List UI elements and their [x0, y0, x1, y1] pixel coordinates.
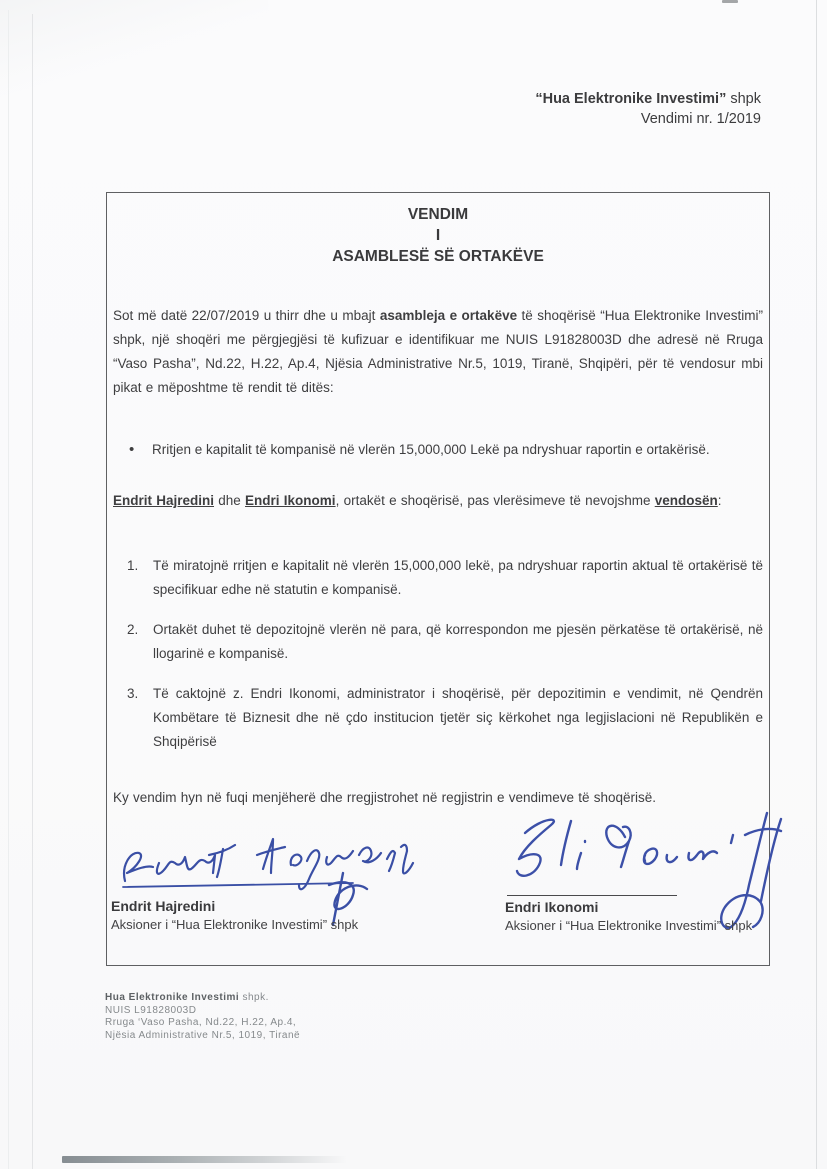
scan-artifact-bottom-strip	[62, 1156, 347, 1163]
resolution-item-2: Ortakët duhet të depozitojnë vlerën në para, që korrespondon me pjesën përkatëse të ortakërisë, në llogarinë e kompanisë.	[153, 622, 763, 661]
header-company-suffix: shpk	[726, 91, 761, 107]
title-line-2: I	[435, 227, 441, 244]
footer-nuis: NUIS L91828003D	[105, 1004, 197, 1016]
partner-name-1: Endrit Hajredini	[113, 493, 215, 508]
scan-edge-left-outer	[8, 10, 9, 1169]
document-border-box	[106, 192, 770, 966]
header-company-name: “Hua Elektronike Investimi”	[535, 91, 727, 107]
partners-conj: dhe	[214, 493, 246, 508]
signature-block-endri-ikonomi	[505, 815, 827, 935]
header-decision-number: Vendimi nr. 1/2019	[640, 111, 761, 127]
title-line-3: ASAMBLESË SË ORTAKËVE	[332, 248, 544, 265]
signatory-name-endrit-hajredini: Endrit Hajredini	[111, 898, 216, 914]
signatory-name-endri-ikonomi: Endri Ikonomi	[505, 899, 599, 915]
footer-address-line-2: Njësia Administrative Nr.5, 1019, Tiranë	[105, 1029, 301, 1041]
signatory-role-endri-ikonomi: Aksioner i “Hua Elektronike Investimi” shpk	[505, 918, 753, 933]
scan-edge-right	[816, 0, 817, 1169]
signatory-role-endrit-hajredini: Aksioner i “Hua Elektronike Investimi” shpk	[111, 917, 359, 932]
document-title	[113, 204, 763, 267]
closing-paragraph: Ky vendim hyn në fuqi menjëherë dhe rregjistrohet në regjistrin e vendimeve të shoqërisë.	[113, 790, 657, 805]
agenda-list	[113, 438, 763, 462]
intro-text-1: Sot më datë 22/07/2019 u thirr dhe u mbajt	[113, 308, 380, 323]
header-company-line	[535, 89, 761, 109]
document-header	[535, 89, 761, 129]
partners-decided-word: vendosën	[654, 493, 718, 508]
title-line-1: VENDIM	[407, 206, 469, 223]
resolution-item-1: Të miratojnë rritjen e kapitalit në vlerën 15,000,000 lekë, pa ndryshuar raportin aktual të ortakërisë të specifikuar edhe në statutin e kompanisë.	[153, 558, 763, 597]
footer-company-suffix: shpk.	[239, 992, 269, 1003]
partner-name-2: Endri Ikonomi	[245, 493, 336, 508]
footer-company-block	[105, 992, 300, 1042]
intro-paragraph	[113, 304, 763, 400]
footer-address-line-1: Rruga ‘Vaso Pasha, Nd.22, H.22, Ap.4,	[105, 1017, 297, 1028]
resolution-item-3: Të caktojnë z. Endri Ikonomi, administrator i shoqërisë, për depozitimin e vendimit, në Qendrën Kombëtare të Biznesit dhe në çdo institucion tjetër siç kërkohet nga legjislacioni në Republikën e Shqipërisë	[153, 686, 763, 749]
footer-company-name: Hua Elektronike Investimi	[105, 992, 240, 1003]
signature-rule-line	[507, 895, 677, 896]
signature-block-endrit-hajredini	[111, 853, 433, 934]
intro-text-2: të shoqërisë “Hua Elektronike Investimi” shpk, një shoqëri me përgjegjësi të kufizuar e identifikuar me NUIS L91828003D dhe adresë në Rruga “Vaso Pasha”, Nd.22, H.22, Ap.4, Njësia Administrative Nr.5, 1019, Tiranë, Shqipëri, për të vendosur mbi pikat e mëposhtme të rendit të ditës:	[113, 308, 763, 395]
agenda-item: • Rritjen e kapitalit të kompanisë në vlerën 15,000,000 Lekë pa ndryshuar raportin e ortakërisë.	[127, 438, 763, 462]
partners-colon: :	[717, 493, 722, 508]
intro-bold-assembly: asambleja e ortakëve	[379, 308, 518, 323]
scan-edge-left-inner	[32, 14, 33, 1169]
footer-company-line	[105, 992, 300, 1005]
scan-artifact-top	[722, 0, 738, 3]
partners-decision-line	[113, 489, 763, 513]
partners-text: , ortakët e shoqërisë, pas vlerësimeve të nevojshme	[335, 493, 655, 508]
paper-fold-artifact	[0, 0, 276, 100]
resolutions-list	[113, 554, 763, 754]
